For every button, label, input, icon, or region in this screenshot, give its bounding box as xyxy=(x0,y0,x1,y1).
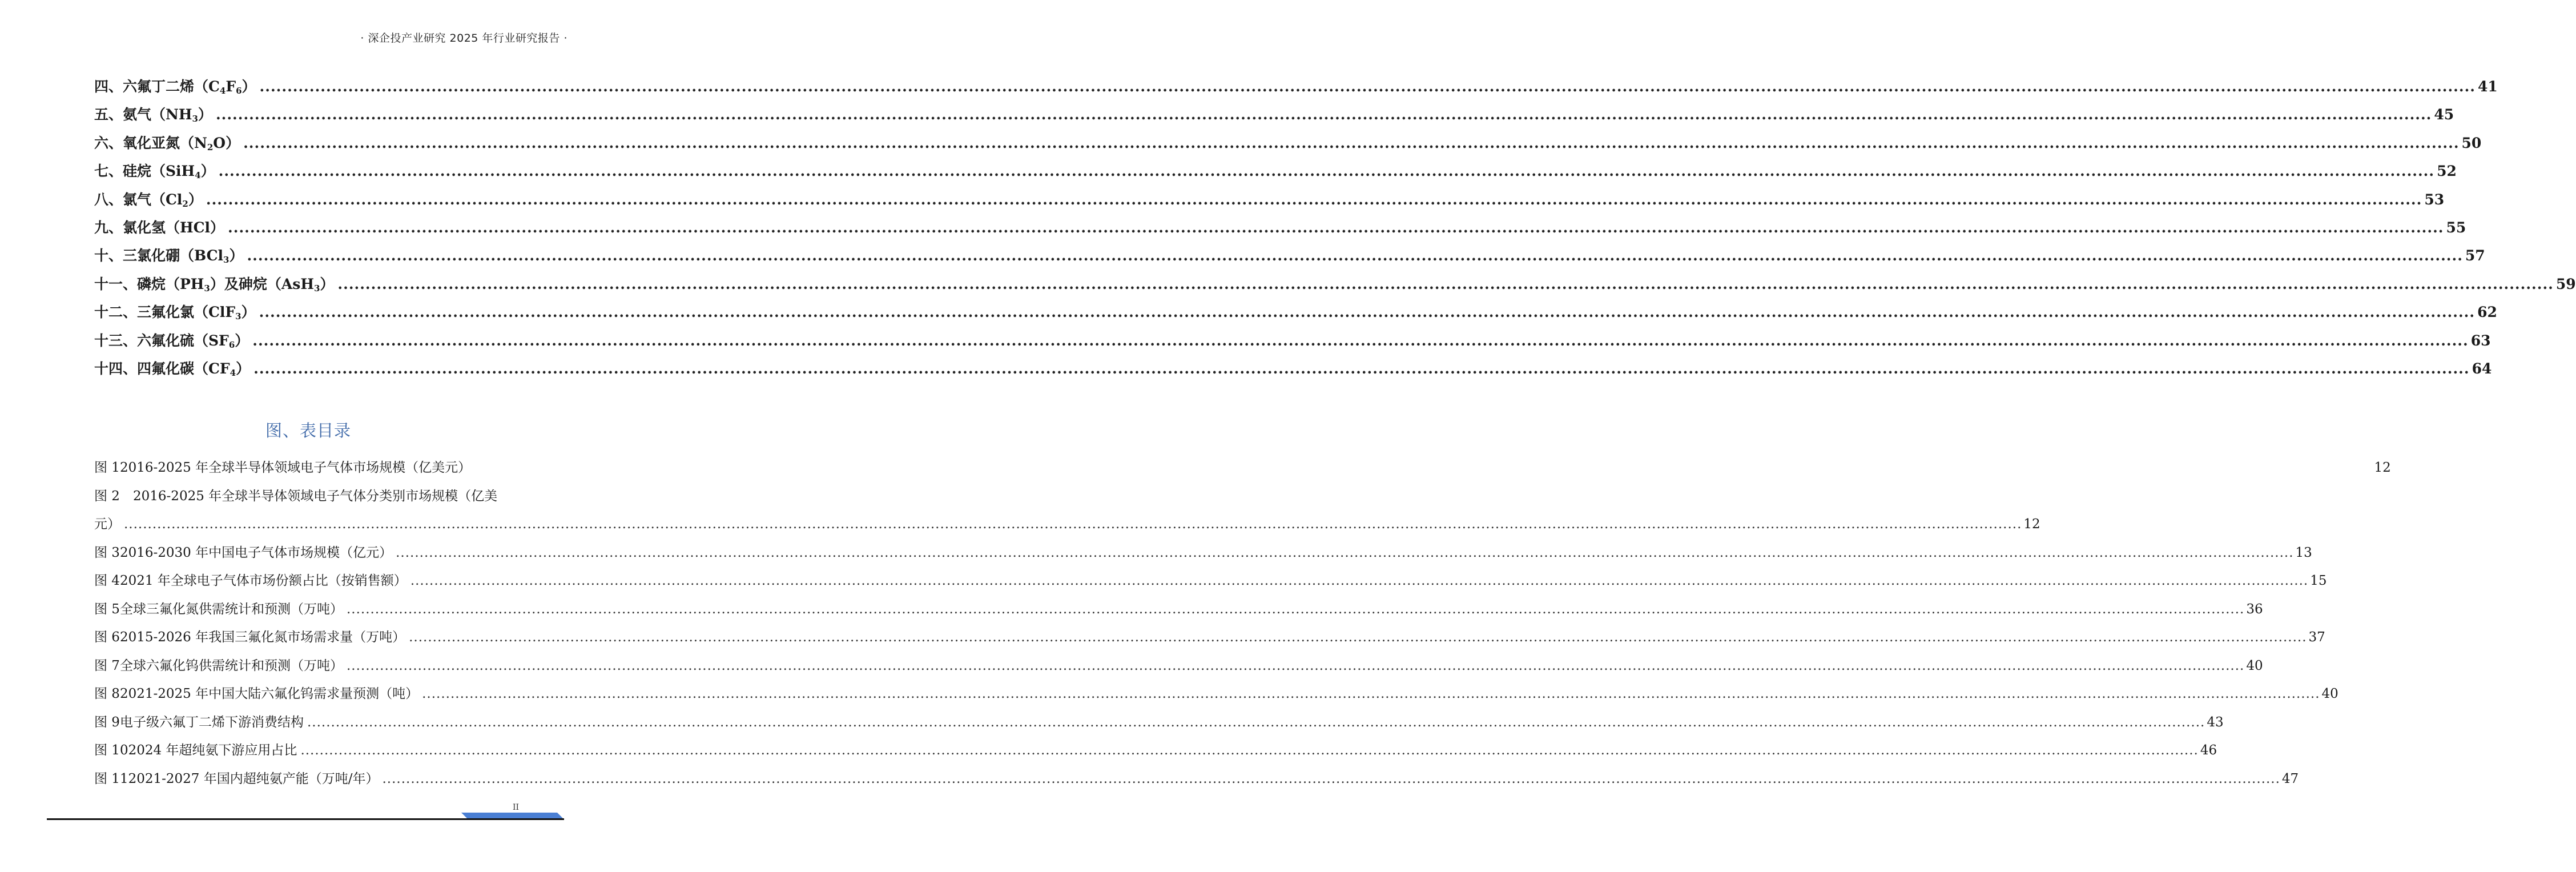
figure-number: 图 3 xyxy=(94,545,120,560)
toc-entry[interactable] xyxy=(94,157,2457,185)
figure-label: 全球六氟化钨供需统计和预测（万吨） xyxy=(119,658,343,673)
figure-number: 图 5 xyxy=(94,601,120,617)
toc-entry-page: 53 xyxy=(2424,191,2445,208)
running-header: · 深企投产业研究 2025 年行业研究报告 · xyxy=(360,32,567,45)
toc-entry[interactable] xyxy=(94,327,2491,355)
figure-entry-continuation[interactable] xyxy=(94,511,2040,539)
toc-entry[interactable] xyxy=(94,242,2485,270)
toc-entry-label: 七、硅烷（SiH$_4$） xyxy=(94,163,215,181)
figure-list xyxy=(94,454,2391,793)
toc-entry-page: 57 xyxy=(2465,247,2485,264)
figures-section-title: 图、表目录 xyxy=(265,421,351,440)
figure-entry[interactable] xyxy=(94,539,2312,568)
page-number: II xyxy=(513,803,520,812)
figure-label: 2021 年全球电子气体市场份额占比（按销售额） xyxy=(119,573,407,588)
toc-entry-page: 63 xyxy=(2470,332,2491,349)
figure-entry[interactable] xyxy=(94,624,2325,652)
toc-entry-page: 64 xyxy=(2472,360,2492,377)
figure-entry[interactable] xyxy=(94,454,2391,483)
figure-label: 2015-2026 年我国三氟化氮市场需求量（万吨） xyxy=(119,630,406,645)
dot-leader: ................................................................................................................................................................................................................................................................................................................................................................................................................ xyxy=(382,771,2280,786)
dot-leader: ................................................................................................................................................................................................................................................................................................................................................................................................................ xyxy=(410,573,2309,588)
dot-leader: ................................................................................................................................................................................................................................................................................................................................................................................................................ xyxy=(346,601,2245,617)
dot-leader: ................................................................................................................................................................................................................................................................................................................................................................................................................ xyxy=(300,743,2199,758)
toc-entry-label: 六、氧化亚氮$(N_2O)$ xyxy=(94,134,240,152)
toc-entry-page: 41 xyxy=(2478,78,2498,95)
dot-leader: ................................................................................................................................................................................................................................................................................................................................................................................................................ xyxy=(215,106,2432,123)
figure-page: 43 xyxy=(2207,714,2224,730)
figure-page: 36 xyxy=(2246,601,2263,617)
toc-entry-label: 十一、磷烷$(PH_3)$及砷烷（AsH$_3$） xyxy=(94,275,335,294)
figure-number: 图 7 xyxy=(94,658,120,673)
toc-entry-page: 50 xyxy=(2461,134,2482,151)
toc-entry[interactable] xyxy=(94,214,2466,242)
figure-number: 图 8 xyxy=(94,686,120,701)
figure-label: 2021-2027 年国内超纯氨产能（万吨/年） xyxy=(128,771,379,786)
dot-leader: ................................................................................................................................................................................................................................................................................................................................................................................................................ xyxy=(243,134,2460,151)
figure-number: 图 4 xyxy=(94,573,120,588)
dot-leader: ................................................................................................................................................................................................................................................................................................................................................................................................................ xyxy=(307,714,2205,730)
figure-page: 15 xyxy=(2310,573,2327,588)
dot-leader: ................................................................................................................................................................................................................................................................................................................................................................................................................ xyxy=(422,686,2320,701)
figure-label: 2024 年超纯氨下游应用占比 xyxy=(128,743,297,758)
toc-entry-page: 55 xyxy=(2446,219,2466,236)
figure-entry[interactable] xyxy=(94,680,2338,709)
dot-leader: ................................................................................................................................................................................................................................................................................................................................................................................................................ xyxy=(346,658,2245,673)
figure-number: 图 6 xyxy=(94,630,120,645)
dot-leader: ................................................................................................................................................................................................................................................................................................................................................................................................................ xyxy=(206,191,2422,208)
toc-entry-page: 52 xyxy=(2437,163,2457,180)
figure-page: 40 xyxy=(2321,686,2338,701)
toc-entry[interactable] xyxy=(94,186,2445,214)
toc-entry[interactable] xyxy=(94,101,2454,128)
figure-entry[interactable] xyxy=(94,483,524,511)
toc-entry-page: 45 xyxy=(2434,106,2454,123)
figure-page: 12 xyxy=(2374,460,2391,475)
toc-entry[interactable] xyxy=(94,355,2492,383)
toc-entry-label: 十三、六氟化硫$(SF_6)$ xyxy=(94,332,249,350)
figure-entry[interactable] xyxy=(94,765,2299,794)
figure-number: 图 1 xyxy=(94,460,120,475)
toc-entry[interactable] xyxy=(94,298,2497,326)
figure-label-continuation: 元） xyxy=(94,517,120,532)
figure-number: 图 10 xyxy=(94,743,128,758)
toc-entry-label: 九、氯化氢（HCl） xyxy=(94,219,225,236)
figure-entry[interactable] xyxy=(94,737,2217,765)
toc-entry-label: 十、三氯化硼（BCl$_3$） xyxy=(94,247,244,266)
toc-entry-label: 十四、四氟化碳$(CF_4)$ xyxy=(94,360,251,378)
toc-entry-page: 62 xyxy=(2477,304,2497,321)
toc-entry[interactable] xyxy=(94,73,2498,101)
figure-page: 37 xyxy=(2308,630,2325,645)
figure-number: 图 2 xyxy=(94,488,120,504)
toc-entry-label: 四、六氟丁二烯$(C_4F_6)$ xyxy=(94,78,256,96)
toc-entry-page: 59 xyxy=(2555,275,2576,292)
dot-leader: ................................................................................................................................................................................................................................................................................................................................................................................................................ xyxy=(337,275,2554,292)
figure-entry[interactable] xyxy=(94,652,2263,681)
toc-entry[interactable] xyxy=(94,270,2576,298)
dot-leader: ................................................................................................................................................................................................................................................................................................................................................................................................................ xyxy=(259,78,2476,95)
dot-leader: ................................................................................................................................................................................................................................................................................................................................................................................................................ xyxy=(124,517,2022,532)
figure-label: 2021-2025 年中国大陆六氟化钨需求量预测（吨） xyxy=(119,686,419,701)
dot-leader: ................................................................................................................................................................................................................................................................................................................................................................................................................ xyxy=(396,545,2294,560)
dot-leader: ................................................................................................................................................................................................................................................................................................................................................................................................................ xyxy=(409,630,2307,645)
figure-number: 图 9 xyxy=(94,714,120,730)
figure-page: 12 xyxy=(2023,517,2040,532)
dot-leader: ................................................................................................................................................................................................................................................................................................................................................................................................................ xyxy=(218,163,2435,180)
figure-entry[interactable] xyxy=(94,596,2263,624)
toc-entry-label: 十二、三氟化氯（ClF$_3$） xyxy=(94,304,256,322)
figure-label: 全球三氟化氮供需统计和预测（万吨） xyxy=(119,601,343,617)
table-of-contents xyxy=(94,73,2576,383)
figure-page: 46 xyxy=(2200,743,2217,758)
dot-leader: ................................................................................................................................................................................................................................................................................................................................................................................................................ xyxy=(228,219,2444,236)
figure-label: 2016-2030 年中国电子气体市场规模（亿元） xyxy=(119,545,393,560)
figure-page: 13 xyxy=(2295,545,2312,560)
figure-label: 电子级六氟丁二烯下游消费结构 xyxy=(119,714,304,730)
dot-leader: ................................................................................................................................................................................................................................................................................................................................................................................................................ xyxy=(253,360,2470,377)
toc-entry-label: 八、氯气$(Cl_2)$ xyxy=(94,191,203,209)
footer-rule xyxy=(47,818,564,820)
figure-number: 图 11 xyxy=(94,771,128,786)
dot-leader: ................................................................................................................................................................................................................................................................................................................................................................................................................ xyxy=(252,332,2469,349)
figure-page: 47 xyxy=(2281,771,2299,786)
figure-label: 2016-2025 年全球半导体领域电子气体市场规模（亿美元） xyxy=(119,460,472,475)
figure-label: 2016-2025 年全球半导体领域电子气体分类别市场规模（亿美 xyxy=(133,488,498,504)
figure-page: 40 xyxy=(2246,658,2263,673)
toc-entry[interactable] xyxy=(94,129,2482,157)
figure-entry[interactable] xyxy=(94,709,2224,737)
toc-entry-label: 五、氨气$(NH_3)$ xyxy=(94,106,212,124)
figure-entry[interactable] xyxy=(94,567,2327,596)
dot-leader: ................................................................................................................................................................................................................................................................................................................................................................................................................ xyxy=(247,247,2463,264)
dot-leader: ................................................................................................................................................................................................................................................................................................................................................................................................................ xyxy=(259,304,2476,321)
